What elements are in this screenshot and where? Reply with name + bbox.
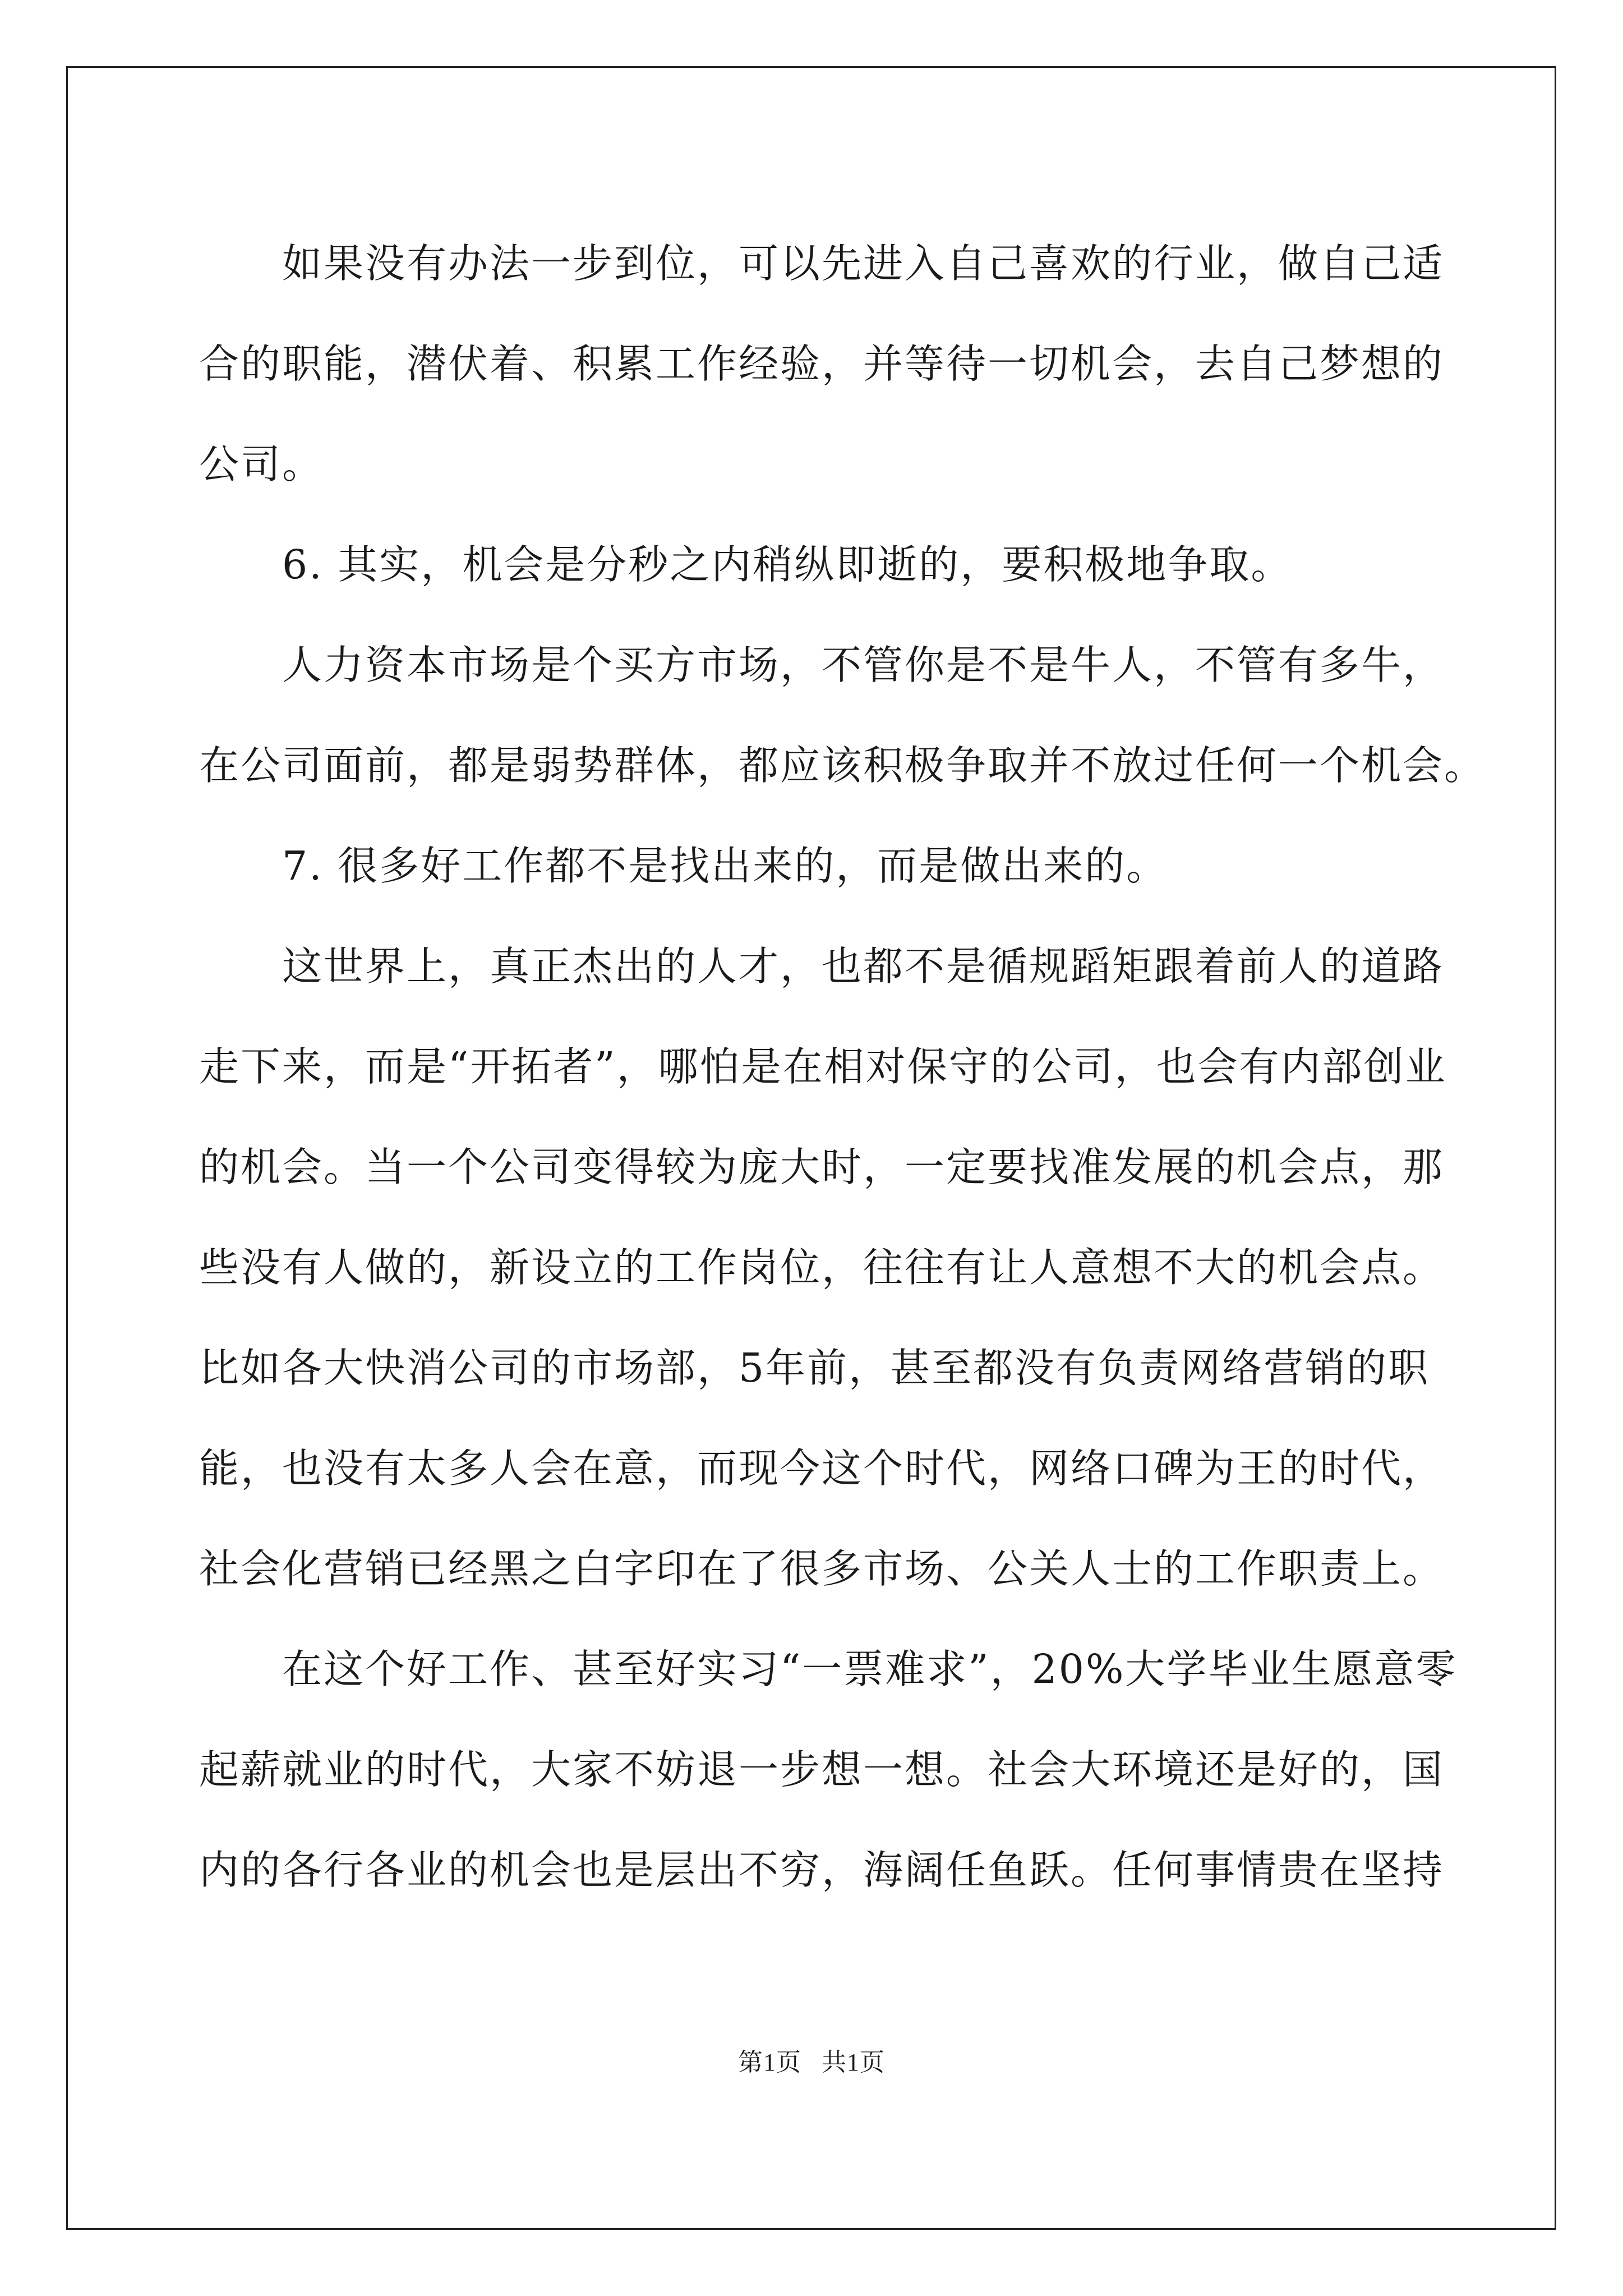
- page-number: 第1页: [738, 2049, 801, 2076]
- text-line: 走下来，而是“开拓者”，哪怕是在相对保守的公司，也会有内部创业: [199, 1043, 1447, 1090]
- text-line: 在公司面前，都是弱势群体，都应该积极争取并不放过任何一个机会。: [199, 742, 1486, 789]
- text-line: 内的各行各业的机会也是层出不穷，海阔任鱼跃。任何事情贵在坚持: [199, 1847, 1445, 1893]
- text-line: 7. 很多好工作都不是找出来的，而是做出来的。: [199, 843, 1168, 889]
- page-total: 共1页: [822, 2049, 885, 2076]
- text-line: 社会化营销已经黑之白字印在了很多市场、公关人士的工作职责上。: [199, 1545, 1445, 1592]
- text-line: 公司。: [199, 441, 324, 487]
- text-line: 些没有人做的，新设立的工作岗位，往往有让人意想不大的机会点。: [199, 1244, 1445, 1291]
- text-line: 如果没有办法一步到位，可以先进入自己喜欢的行业，做自己适: [199, 240, 1445, 287]
- text-line: 合的职能，潜伏着、积累工作经验，并等待一切机会，去自己梦想的: [199, 341, 1445, 387]
- text-line: 6. 其实，机会是分秒之内稍纵即逝的，要积极地争取。: [199, 541, 1293, 588]
- text-line: 这世界上，真正杰出的人才，也都不是循规蹈矩跟着前人的道路: [199, 943, 1445, 990]
- text-line: 起薪就业的时代，大家不妨退一步想一想。社会大环境还是好的，国: [199, 1746, 1445, 1793]
- page-footer: [0, 2042, 1623, 2078]
- text-line: 的机会。当一个公司变得较为庞大时，一定要找准发展的机会点，那: [199, 1144, 1445, 1190]
- text-line: 比如各大快消公司的市场部，5年前，甚至都没有负责网络营销的职: [199, 1345, 1430, 1391]
- document-body: [199, 213, 1486, 1920]
- text-line: 人力资本市场是个买方市场，不管你是不是牛人，不管有多牛，: [199, 642, 1445, 688]
- text-line: 能，也没有太多人会在意，而现今这个时代，网络口碑为王的时代，: [199, 1445, 1445, 1492]
- text-line: 在这个好工作、甚至好实习“一票难求”，20%大学毕业生愿意零: [199, 1646, 1458, 1692]
